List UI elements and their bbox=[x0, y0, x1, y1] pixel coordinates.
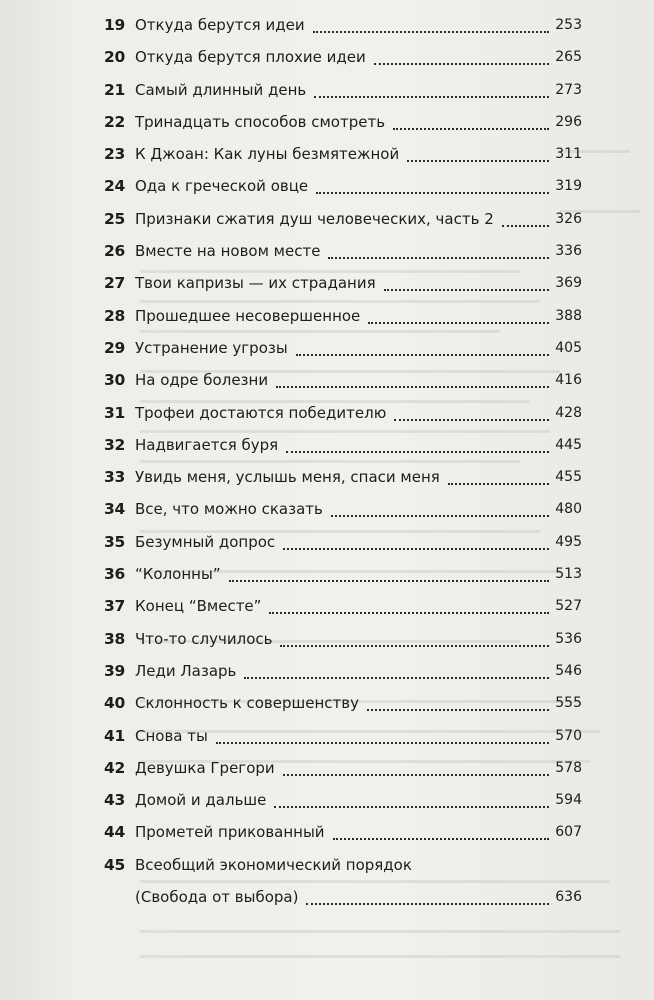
dot-leader bbox=[314, 84, 549, 98]
page-number: 428 bbox=[555, 404, 582, 421]
page-number: 527 bbox=[555, 598, 582, 615]
page-number: 296 bbox=[555, 113, 582, 130]
toc-entry bbox=[104, 721, 582, 753]
dot-leader bbox=[229, 568, 549, 582]
chapter-number: 25 bbox=[104, 209, 125, 228]
toc-entry bbox=[104, 204, 582, 236]
chapter-number: 37 bbox=[104, 597, 125, 616]
page-number: 546 bbox=[555, 662, 582, 679]
toc-entry-multiline bbox=[104, 850, 582, 916]
page-number: 555 bbox=[555, 695, 582, 712]
dot-leader bbox=[283, 536, 549, 550]
chapter-title: Вместе на новом месте bbox=[135, 242, 321, 261]
toc-entry bbox=[104, 301, 582, 333]
dot-leader bbox=[316, 180, 549, 194]
chapter-number: 24 bbox=[104, 177, 125, 196]
chapter-title: Домой и дальше bbox=[135, 791, 267, 810]
chapter-title: Девушка Грегори bbox=[135, 758, 275, 777]
chapter-title: Ода к греческой овце bbox=[135, 177, 309, 196]
chapter-number: 29 bbox=[104, 338, 125, 357]
chapter-title: Надвигается буря bbox=[135, 435, 279, 454]
chapter-number: 23 bbox=[104, 145, 125, 164]
dot-leader bbox=[394, 407, 549, 421]
chapter-title: Устранение угрозы bbox=[135, 338, 288, 357]
toc-entry bbox=[104, 462, 582, 494]
dot-leader bbox=[296, 342, 549, 356]
page-number: 570 bbox=[555, 727, 582, 744]
dot-leader bbox=[216, 730, 549, 744]
chapter-number: 35 bbox=[104, 532, 125, 551]
chapter-title: Прошедшее несовершенное bbox=[135, 306, 361, 325]
chapter-number: 33 bbox=[104, 468, 125, 487]
chapter-title: Снова ты bbox=[135, 726, 208, 745]
toc-entry bbox=[104, 817, 582, 849]
dot-leader bbox=[502, 213, 549, 227]
chapter-number: 28 bbox=[104, 306, 125, 325]
page-number: 495 bbox=[555, 533, 582, 550]
toc-entry bbox=[104, 430, 582, 462]
chapter-number: 45 bbox=[104, 855, 125, 874]
table-of-contents bbox=[104, 10, 582, 916]
dot-leader bbox=[331, 503, 549, 517]
dot-leader bbox=[276, 374, 549, 388]
toc-entry bbox=[104, 268, 582, 300]
chapter-number: 36 bbox=[104, 565, 125, 584]
chapter-title: Безумный допрос bbox=[135, 532, 276, 551]
toc-entry bbox=[104, 494, 582, 526]
page-number: 455 bbox=[555, 469, 582, 486]
dot-leader bbox=[283, 762, 549, 776]
chapter-number: 19 bbox=[104, 16, 125, 34]
toc-entry bbox=[104, 527, 582, 559]
chapter-number: 43 bbox=[104, 791, 125, 810]
chapter-title: Трофеи достаются победителю bbox=[135, 403, 387, 422]
page-number: 445 bbox=[555, 436, 582, 453]
toc-entry bbox=[104, 785, 582, 817]
chapter-number: 34 bbox=[104, 500, 125, 519]
toc-entry bbox=[104, 559, 582, 591]
dot-leader bbox=[274, 794, 549, 808]
chapter-title: Самый длинный день bbox=[135, 80, 307, 99]
page-number: 336 bbox=[555, 243, 582, 260]
chapter-title-line1: Всеобщий экономический порядок bbox=[135, 855, 412, 874]
toc-entry bbox=[104, 398, 582, 430]
page-number: 607 bbox=[555, 824, 582, 841]
page-number: 513 bbox=[555, 566, 582, 583]
chapter-title: Увидь меня, услышь меня, спаси меня bbox=[135, 468, 440, 487]
page-number: 636 bbox=[555, 888, 582, 905]
toc-entry bbox=[104, 753, 582, 785]
chapter-number: 30 bbox=[104, 371, 125, 390]
page-number: 273 bbox=[555, 81, 582, 98]
dot-leader bbox=[384, 277, 549, 291]
chapter-title: Склонность к совершенству bbox=[135, 694, 359, 713]
page-number: 388 bbox=[555, 307, 582, 324]
chapter-number: 32 bbox=[104, 435, 125, 454]
toc-entry bbox=[104, 75, 582, 107]
page-number: 265 bbox=[555, 49, 582, 66]
dot-leader bbox=[368, 310, 549, 324]
chapter-number: 44 bbox=[104, 823, 125, 842]
chapter-number: 26 bbox=[104, 242, 125, 261]
chapter-number: 22 bbox=[104, 112, 125, 131]
chapter-title: Что-то случилось bbox=[135, 629, 273, 648]
dot-leader bbox=[407, 148, 549, 162]
chapter-title: Твои капризы — их страдания bbox=[135, 274, 376, 293]
dot-leader bbox=[333, 826, 549, 840]
chapter-number: 20 bbox=[104, 48, 125, 67]
chapter-number: 42 bbox=[104, 758, 125, 777]
dot-leader bbox=[367, 697, 549, 711]
toc-entry bbox=[104, 107, 582, 139]
dot-leader bbox=[393, 116, 549, 130]
dot-leader bbox=[280, 633, 549, 647]
chapter-number: 40 bbox=[104, 694, 125, 713]
page-number: 319 bbox=[555, 178, 582, 195]
dot-leader bbox=[244, 665, 549, 679]
chapter-number: 39 bbox=[104, 661, 125, 680]
chapter-number: 41 bbox=[104, 726, 125, 745]
chapter-title: Откуда берутся идеи bbox=[135, 16, 305, 34]
chapter-title: Все, что можно сказать bbox=[135, 500, 323, 519]
toc-entry bbox=[104, 688, 582, 720]
dot-leader bbox=[286, 439, 549, 453]
chapter-number: 21 bbox=[104, 80, 125, 99]
chapter-title-line2: (Свобода от выбора) bbox=[135, 887, 299, 906]
chapter-title: Признаки сжатия душ человеческих, часть 2 bbox=[135, 209, 494, 228]
toc-entry bbox=[104, 171, 582, 203]
page-number: 594 bbox=[555, 792, 582, 809]
chapter-number: 27 bbox=[104, 274, 125, 293]
toc-entry bbox=[104, 139, 582, 171]
page-number: 326 bbox=[555, 210, 582, 227]
dot-leader bbox=[313, 19, 549, 33]
toc-entry bbox=[104, 333, 582, 365]
page-number: 405 bbox=[555, 339, 582, 356]
chapter-title: К Джоан: Как луны безмятежной bbox=[135, 145, 400, 164]
chapter-title: “Колонны” bbox=[135, 565, 221, 584]
page-number: 480 bbox=[555, 501, 582, 518]
chapter-title: Откуда берутся плохие идеи bbox=[135, 48, 366, 67]
chapter-title: Конец “Вместе” bbox=[135, 597, 262, 616]
dot-leader bbox=[269, 600, 549, 614]
toc-entry bbox=[104, 624, 582, 656]
chapter-title: На одре болезни bbox=[135, 371, 269, 390]
page-number: 578 bbox=[555, 759, 582, 776]
dot-leader bbox=[448, 471, 549, 485]
chapter-title: Леди Лазарь bbox=[135, 661, 237, 680]
toc-entry bbox=[104, 42, 582, 74]
page-number: 369 bbox=[555, 275, 582, 292]
chapter-title: Прометей прикованный bbox=[135, 823, 325, 842]
page-number: 311 bbox=[555, 146, 582, 163]
toc-entry bbox=[104, 656, 582, 688]
toc-entry bbox=[104, 591, 582, 623]
dot-leader bbox=[328, 245, 549, 259]
toc-entry bbox=[104, 365, 582, 397]
chapter-number: 38 bbox=[104, 629, 125, 648]
chapter-title: Тринадцать способов смотреть bbox=[135, 112, 386, 131]
page-number: 253 bbox=[555, 17, 582, 33]
page-number: 536 bbox=[555, 630, 582, 647]
toc-entry bbox=[104, 236, 582, 268]
dot-leader bbox=[374, 51, 549, 65]
chapter-number: 31 bbox=[104, 403, 125, 422]
dot-leader bbox=[306, 891, 549, 905]
page-number: 416 bbox=[555, 372, 582, 389]
toc-entry bbox=[104, 10, 582, 42]
